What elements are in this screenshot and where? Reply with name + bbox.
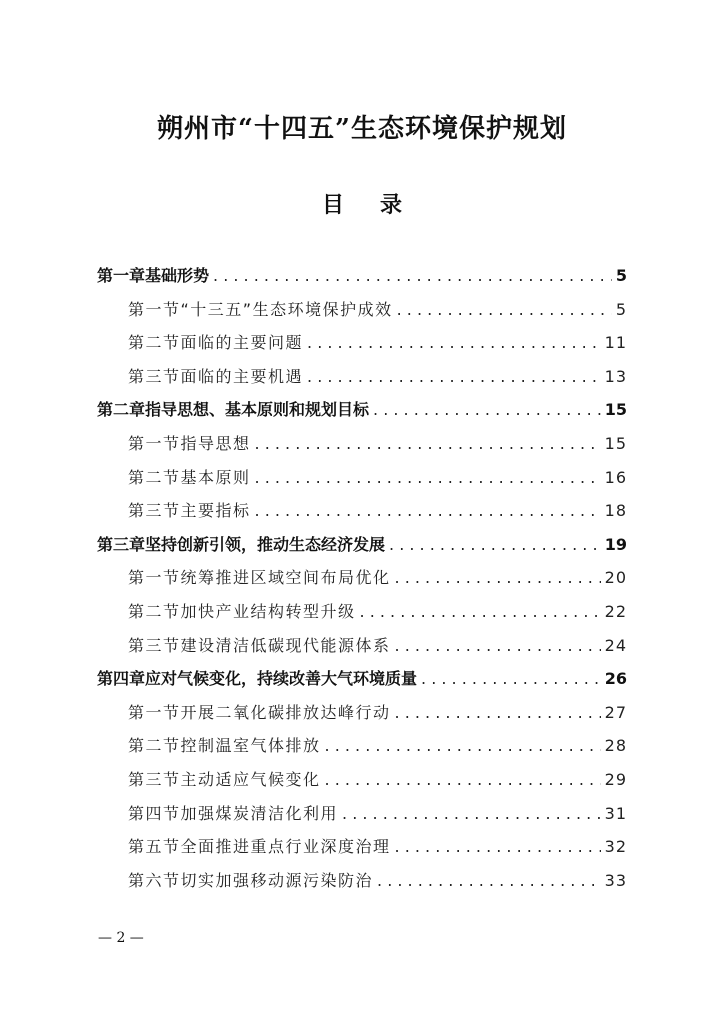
toc-entry-title: 统筹推进区域空间布局优化 bbox=[180, 568, 391, 588]
toc-entry-title: 基础形势 bbox=[145, 266, 210, 285]
toc-entry-number: 第一节 bbox=[128, 568, 181, 588]
toc-entry[interactable] bbox=[97, 393, 627, 427]
toc-entry[interactable] bbox=[97, 830, 627, 864]
toc-entry[interactable] bbox=[97, 360, 627, 394]
leader-dots bbox=[373, 393, 601, 427]
toc-entry-number: 第二节 bbox=[128, 736, 181, 756]
toc-entry-number: 第四章 bbox=[97, 669, 146, 689]
leader-dots bbox=[397, 293, 612, 327]
toc-entry[interactable] bbox=[97, 461, 627, 495]
toc-entry-page: 5 bbox=[615, 266, 627, 285]
toc-entry-number: 第一章 bbox=[97, 266, 146, 285]
toc-entry-title: 建设清洁低碳现代能源体系 bbox=[180, 635, 391, 655]
toc-entry-number: 第三节 bbox=[128, 366, 181, 386]
toc-entry-number: 第二节 bbox=[128, 333, 181, 353]
toc-entry[interactable] bbox=[97, 797, 627, 831]
toc-entry-title: “十三五”生态环境保护成效 bbox=[180, 299, 393, 319]
toc-entry-page: 18 bbox=[604, 501, 627, 521]
document-title: 朔州市“十四五”生态环境保护规划 bbox=[157, 114, 567, 144]
toc-entry-number: 第三节 bbox=[128, 635, 181, 655]
toc-entry[interactable] bbox=[97, 729, 627, 763]
leader-dots bbox=[213, 259, 612, 293]
leader-dots bbox=[395, 561, 601, 595]
leader-dots bbox=[325, 729, 601, 763]
toc-entry-title: 主要指标 bbox=[180, 501, 251, 521]
toc-heading-left: 目 bbox=[321, 192, 344, 218]
leader-dots bbox=[255, 427, 601, 461]
toc-entry[interactable] bbox=[97, 561, 627, 595]
toc-entry[interactable] bbox=[97, 595, 627, 629]
toc-heading bbox=[0, 188, 724, 219]
leader-dots bbox=[342, 797, 601, 831]
toc-entry[interactable] bbox=[97, 528, 627, 562]
toc-entry-page: 19 bbox=[604, 534, 627, 554]
toc-entry[interactable] bbox=[97, 259, 627, 293]
toc-entry[interactable] bbox=[97, 427, 627, 461]
toc-entry-title: 开展二氧化碳排放达峰行动 bbox=[180, 702, 391, 722]
toc-entry[interactable] bbox=[97, 864, 627, 898]
toc-entry-title: 加强煤炭清洁化利用 bbox=[180, 803, 339, 823]
toc-entry[interactable] bbox=[97, 662, 627, 696]
toc-entry-page: 13 bbox=[604, 366, 627, 386]
toc-entry-title: 基本原则 bbox=[180, 467, 251, 487]
toc-entry-number: 第三节 bbox=[128, 501, 181, 521]
toc-entry-page: 22 bbox=[604, 601, 627, 621]
toc-entry-title: 主动适应气候变化 bbox=[180, 769, 321, 789]
leader-dots bbox=[307, 360, 601, 394]
leader-dots bbox=[389, 528, 601, 562]
toc-entry[interactable] bbox=[97, 326, 627, 360]
toc-entry[interactable] bbox=[97, 293, 627, 327]
toc-entry-page: 27 bbox=[604, 702, 627, 722]
toc-entry-page: 33 bbox=[604, 870, 627, 890]
toc-heading-right: 录 bbox=[380, 192, 403, 218]
leader-dots bbox=[421, 662, 601, 696]
toc-entry-page: 26 bbox=[604, 669, 627, 689]
toc-entry-page: 31 bbox=[604, 803, 627, 823]
toc-entry-number: 第二节 bbox=[128, 467, 181, 487]
toc-entry[interactable] bbox=[97, 629, 627, 663]
toc-entry-number: 第六节 bbox=[128, 870, 181, 890]
toc-entry-page: 16 bbox=[604, 467, 627, 487]
toc-entry-number: 第一节 bbox=[128, 299, 181, 319]
toc-entry-page: 15 bbox=[604, 433, 627, 453]
toc-entry[interactable] bbox=[97, 494, 627, 528]
leader-dots bbox=[395, 830, 601, 864]
leader-dots bbox=[360, 595, 601, 629]
page-footer: — 2 — bbox=[98, 930, 144, 946]
toc-entry-title: 指导思想、基本原则和规划目标 bbox=[145, 400, 370, 420]
toc-entry-title: 指导思想 bbox=[180, 433, 251, 453]
leader-dots bbox=[255, 461, 601, 495]
toc-entry-number: 第三节 bbox=[128, 769, 181, 789]
toc-entry-title: 面临的主要机遇 bbox=[180, 366, 304, 386]
toc-entry-page: 11 bbox=[604, 333, 627, 353]
toc-entry-number: 第四节 bbox=[128, 803, 181, 823]
leader-dots bbox=[395, 696, 601, 730]
table-of-contents bbox=[97, 259, 627, 897]
toc-entry[interactable] bbox=[97, 763, 627, 797]
toc-entry-page: 29 bbox=[604, 769, 627, 789]
toc-entry-title: 面临的主要问题 bbox=[180, 333, 304, 353]
leader-dots bbox=[307, 326, 601, 360]
toc-entry-title: 应对气候变化，持续改善大气环境质量 bbox=[145, 669, 418, 689]
toc-entry-number: 第一节 bbox=[128, 702, 181, 722]
leader-dots bbox=[325, 763, 601, 797]
toc-entry-title: 切实加强移动源污染防治 bbox=[180, 870, 374, 890]
toc-entry-page: 32 bbox=[604, 837, 627, 857]
leader-dots bbox=[255, 494, 601, 528]
toc-entry-number: 第一节 bbox=[128, 433, 181, 453]
toc-entry-page: 28 bbox=[604, 736, 627, 756]
leader-dots bbox=[377, 864, 601, 898]
toc-entry-title: 全面推进重点行业深度治理 bbox=[180, 837, 391, 857]
toc-entry-page: 5 bbox=[615, 299, 627, 319]
toc-entry-title: 控制温室气体排放 bbox=[180, 736, 321, 756]
toc-entry-page: 24 bbox=[604, 635, 627, 655]
toc-entry-number: 第二章 bbox=[97, 400, 146, 420]
toc-entry-title: 坚持创新引领，推动生态经济发展 bbox=[145, 534, 386, 554]
toc-entry-number: 第三章 bbox=[97, 534, 146, 554]
toc-entry-page: 20 bbox=[604, 568, 627, 588]
toc-entry-number: 第二节 bbox=[128, 601, 181, 621]
leader-dots bbox=[395, 629, 601, 663]
toc-entry[interactable] bbox=[97, 696, 627, 730]
toc-entry-number: 第五节 bbox=[128, 837, 181, 857]
toc-entry-page: 15 bbox=[604, 400, 627, 420]
toc-entry-title: 加快产业结构转型升级 bbox=[180, 601, 356, 621]
